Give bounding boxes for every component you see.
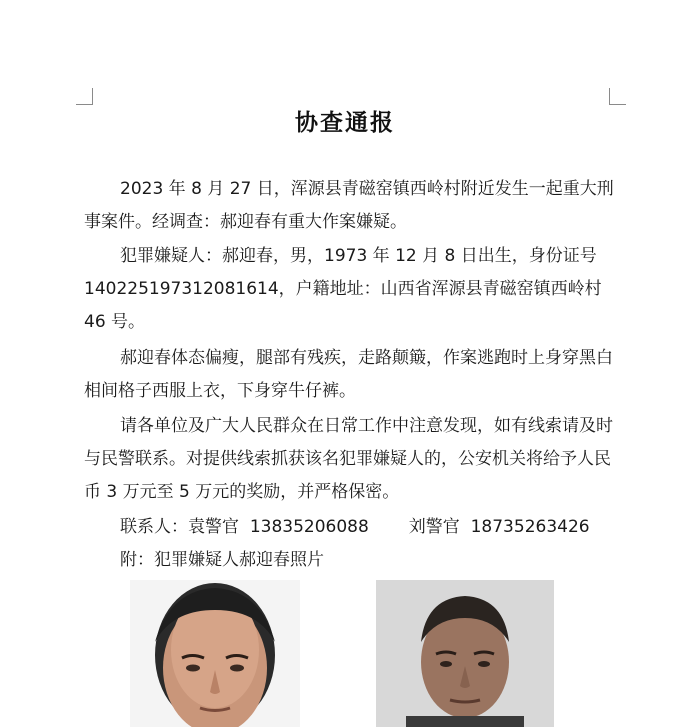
suspect-photo-2 <box>376 580 554 727</box>
page-corner-mark-left <box>76 88 93 105</box>
attachment-note: 附：犯罪嫌疑人郝迎春照片 <box>120 550 324 570</box>
contact-line <box>120 511 620 544</box>
contact-officer-2: 刘警官 <box>408 517 460 537</box>
suspect-photo-1 <box>130 580 300 727</box>
contact-label: 联系人： <box>120 517 188 537</box>
paragraph-suspect-info: 犯罪嫌疑人：郝迎春，男，1973 年 12 月 8 日出生，身份证号 140225197312081614，户籍地址：山西省浑源县青磁窑镇西岭村 46 号。 <box>84 246 602 332</box>
notice-title: 协查通报 <box>295 110 395 136</box>
page-corner-mark-right <box>609 88 626 105</box>
contact-officer-1: 袁警官 <box>188 517 239 537</box>
paragraph-appeal: 请各单位及广大人民群众在日常工作中注意发现，如有线索请及时与民警联系。对提供线索抓获该名犯罪嫌疑人的，公安机关将给予人民币 3 万元至 5 万元的奖励，并严格保密。 <box>84 416 613 502</box>
contact-phone-2: 18735263426 <box>470 517 590 537</box>
paragraph-description: 郝迎春体态偏瘦，腿部有残疾，走路颠簸，作案逃跑时上身穿黑白相间格子西服上衣，下身穿牛仔裤。 <box>84 348 613 401</box>
contact-phone-1: 13835206088 <box>249 517 369 537</box>
paragraph-incident: 2023 年 8 月 27 日，浑源县青磁窑镇西岭村附近发生一起重大刑事案件。经调查：郝迎春有重大作案嫌疑。 <box>84 179 614 232</box>
